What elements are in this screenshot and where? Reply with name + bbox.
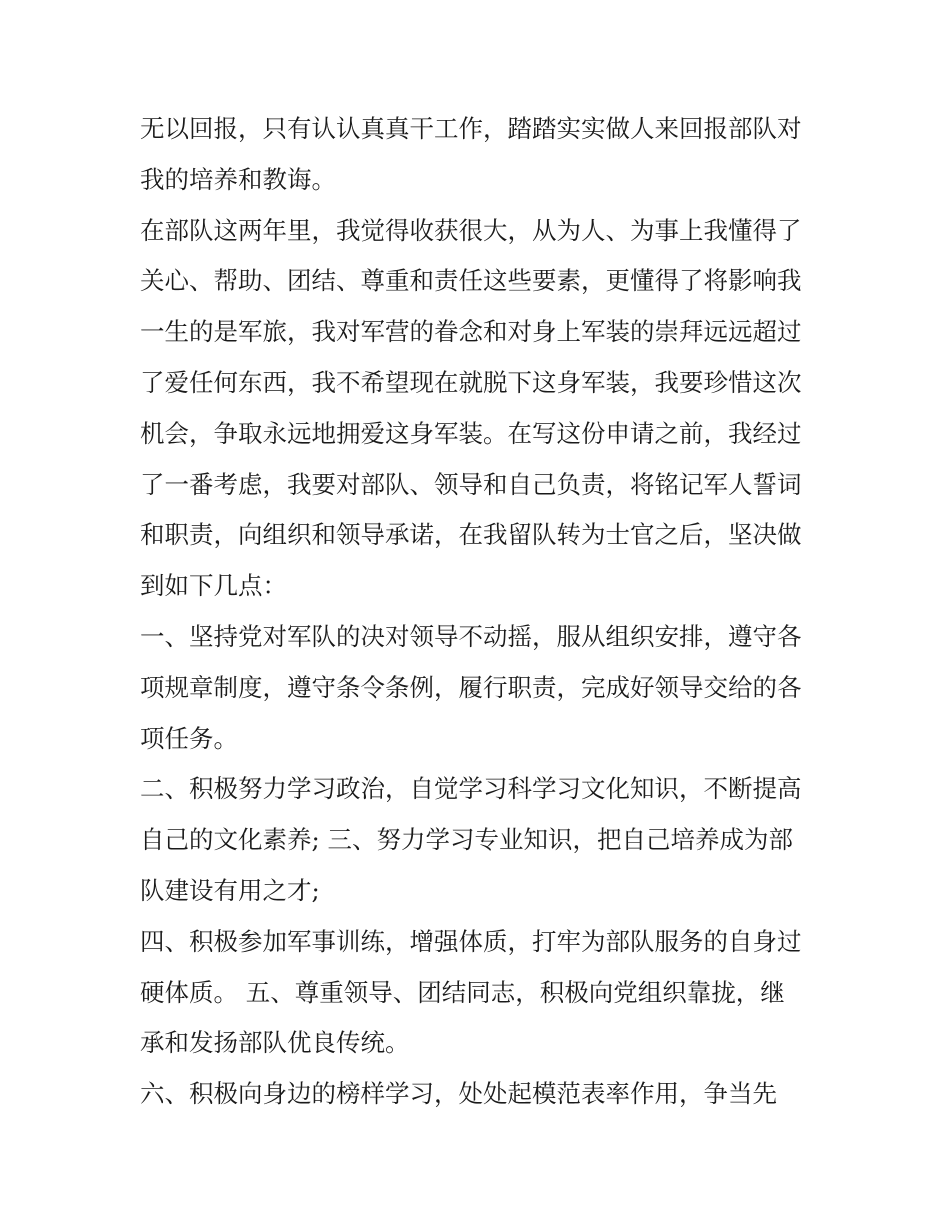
text-line: 了爱任何东西，我不希望现在就脱下这身军装，我要珍惜这次 [140, 367, 802, 397]
text-line: 项任务。 [140, 723, 238, 753]
text-line: 机会，争取永远地拥爱这身军装。在写这份申请之前，我经过 [140, 418, 802, 448]
text-line: 承和发扬部队优良传统。 [140, 1028, 410, 1058]
text-line: 和职责，向组织和领导承诺，在我留队转为士官之后，坚决做 [140, 520, 802, 550]
body-text [140, 104, 820, 1120]
text-line: 四、积极参加军事训练，增强体质，打牢为部队服务的自身过 [140, 926, 802, 956]
text-line: 队建设有用之才; [140, 875, 320, 905]
text-line: 关心、帮助、团结、尊重和责任这些要素，更懂得了将影响我 [140, 266, 802, 296]
text-line: 一、坚持党对军队的决对领导不动摇，服从组织安排，遵守各 [140, 621, 802, 651]
text-line: 硬体质。 五、尊重领导、团结同志，积极向党组织靠拢，继 [140, 977, 785, 1007]
text-line: 了一番考虑，我要对部队、领导和自己负责，将铭记军人誓词 [140, 469, 802, 499]
text-line: 到如下几点： [140, 571, 287, 601]
text-line: 自己的文化素养; 三、努力学习专业知识，把自己培养成为部 [140, 825, 794, 855]
text-line: 无以回报，只有认认真真干工作，踏踏实实做人来回报部队对 [140, 114, 802, 143]
text-line: 一生的是军旅，我对军营的眷念和对身上军装的崇拜远远超过 [140, 317, 802, 347]
text-line: 六、积极向身边的榜样学习，处处起模范表率作用，争当先 [140, 1079, 777, 1109]
text-line: 我的培养和教诲。 [140, 164, 336, 194]
text-line: 项规章制度，遵守条令条例，履行职责，完成好领导交给的各 [140, 672, 802, 702]
text-line: 在部队这两年里，我觉得收获很大，从为人、为事上我懂得了 [140, 215, 802, 245]
text-line: 二、积极努力学习政治，自觉学习科学习文化知识，不断提高 [140, 774, 802, 804]
